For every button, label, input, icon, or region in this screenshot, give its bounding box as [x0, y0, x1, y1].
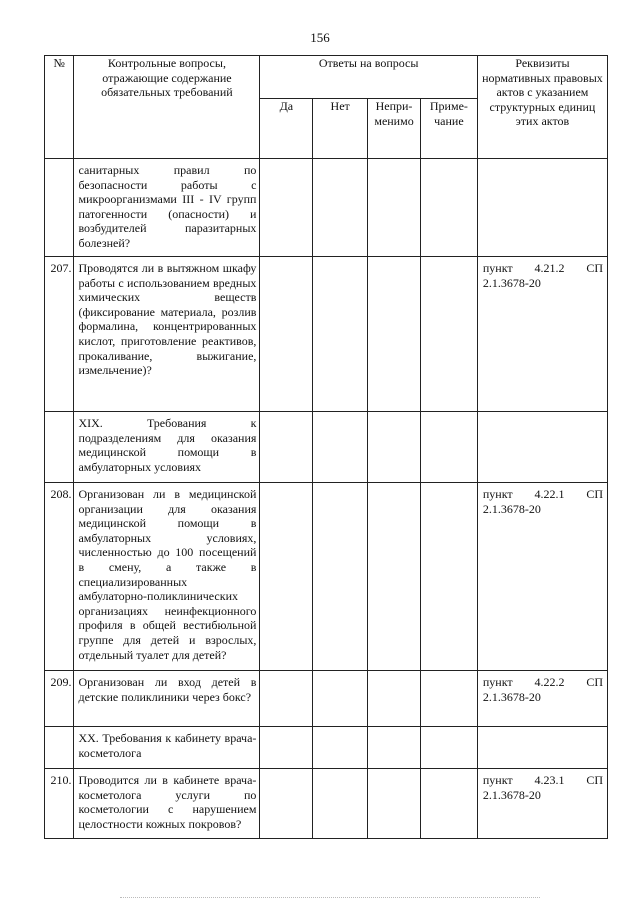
- requirements-table: [44, 55, 608, 839]
- answer-note-cell: [420, 412, 477, 483]
- answer-note-cell[interactable]: [420, 483, 477, 671]
- reference-text: пункт 4.22.1 СП 2.1.3678-20: [477, 483, 607, 671]
- question-text: Организован ли в медицинской организации для оказания медицинской помощи в амбулаторных условиях, численностью до 100 посещений в смену, а также в специализированных амбулаторно-поликлинических организациях неинфекционного профиля в общей вестибюльной группе для детей и взрослых, отдельный туалет для детей?: [74, 483, 260, 671]
- row-number: [45, 412, 74, 483]
- row-number: 207.: [45, 257, 74, 412]
- table-row: [45, 671, 608, 727]
- header-question: Контрольные вопросы, отражающие содержание обязательных требований: [74, 56, 260, 159]
- row-number: [45, 159, 74, 257]
- answer-yes-cell[interactable]: [260, 159, 313, 257]
- section-heading: XX. Требования к кабинету врача-косметолога: [74, 727, 260, 769]
- header-not-applicable: Непри- менимо: [368, 99, 421, 159]
- answer-note-cell[interactable]: [420, 159, 477, 257]
- table-row: [45, 769, 608, 839]
- header-number: №: [45, 56, 74, 159]
- header-answers: Ответы на вопросы: [260, 56, 477, 99]
- answer-yes-cell[interactable]: [260, 769, 313, 839]
- header-references: Реквизиты нормативных правовых актов с указанием структурных единиц этих актов: [477, 56, 607, 159]
- answer-no-cell[interactable]: [313, 671, 368, 727]
- answer-na-cell[interactable]: [368, 159, 421, 257]
- answer-na-cell[interactable]: [368, 483, 421, 671]
- table-row: [45, 483, 608, 671]
- question-text: санитарных правил по безопасности работы с микроорганизмами III - IV групп патогенности (опасности) и возбудителей паразитарных болезней?: [74, 159, 260, 257]
- answer-no-cell: [313, 727, 368, 769]
- reference-text: пункт 4.22.2 СП 2.1.3678-20: [477, 671, 607, 727]
- reference-text: пункт 4.21.2 СП 2.1.3678-20: [477, 257, 607, 412]
- row-number: 208.: [45, 483, 74, 671]
- answer-na-cell: [368, 727, 421, 769]
- answer-yes-cell: [260, 727, 313, 769]
- answer-note-cell: [420, 727, 477, 769]
- reference-text: [477, 159, 607, 257]
- answer-note-cell[interactable]: [420, 257, 477, 412]
- header-note: Приме- чание: [420, 99, 477, 159]
- answer-yes-cell[interactable]: [260, 671, 313, 727]
- row-number: 209.: [45, 671, 74, 727]
- section-row: [45, 412, 608, 483]
- answer-note-cell[interactable]: [420, 671, 477, 727]
- answer-no-cell[interactable]: [313, 769, 368, 839]
- page-number: 156: [310, 30, 330, 45]
- answer-no-cell[interactable]: [313, 483, 368, 671]
- answer-na-cell[interactable]: [368, 257, 421, 412]
- answer-na-cell[interactable]: [368, 769, 421, 839]
- header-no: Нет: [313, 99, 368, 159]
- answer-na-cell[interactable]: [368, 671, 421, 727]
- answer-no-cell: [313, 412, 368, 483]
- question-text: Организован ли вход детей в детские поликлиники через бокс?: [74, 671, 260, 727]
- answer-yes-cell[interactable]: [260, 483, 313, 671]
- row-number: 210.: [45, 769, 74, 839]
- answer-na-cell: [368, 412, 421, 483]
- question-text: Проводятся ли в вытяжном шкафу работы с использованием вредных химических веществ (фиксирование материала, розлив формалина, концентрированных кислот, приготовление реактивов, прокаливание, выжигание, измельчение)?: [74, 257, 260, 412]
- row-number: [45, 727, 74, 769]
- reference-text: [477, 727, 607, 769]
- table-row: [45, 159, 608, 257]
- question-text: Проводится ли в кабинете врача-косметолога услуги по косметологии с нарушением целостности кожных покровов?: [74, 769, 260, 839]
- table-row: [45, 257, 608, 412]
- section-heading: XIX. Требования к подразделениям для оказания медицинской помощи в амбулаторных условиях: [74, 412, 260, 483]
- answer-yes-cell: [260, 412, 313, 483]
- answer-no-cell[interactable]: [313, 257, 368, 412]
- reference-text: [477, 412, 607, 483]
- answer-no-cell[interactable]: [313, 159, 368, 257]
- section-row: [45, 727, 608, 769]
- answer-note-cell[interactable]: [420, 769, 477, 839]
- answer-yes-cell[interactable]: [260, 257, 313, 412]
- reference-text: пункт 4.23.1 СП 2.1.3678-20: [477, 769, 607, 839]
- header-yes: Да: [260, 99, 313, 159]
- scan-edge-line: [120, 897, 540, 898]
